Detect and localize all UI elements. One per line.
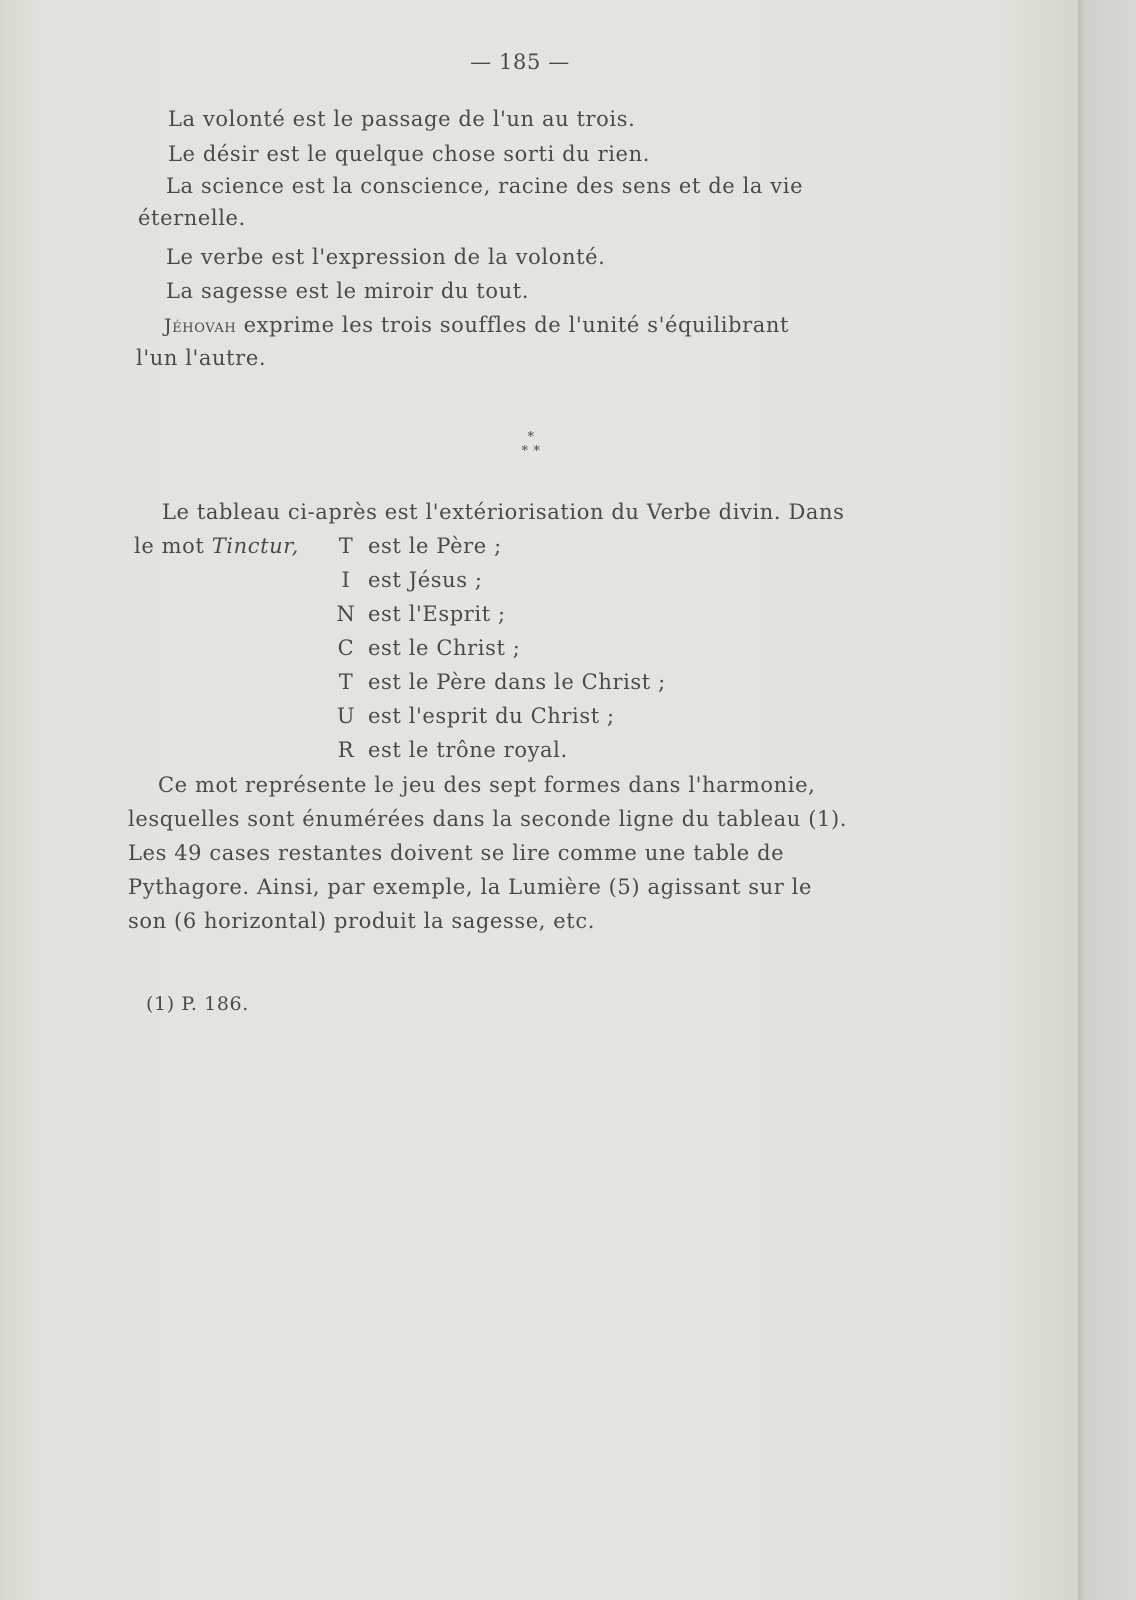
letter: I: [341, 568, 351, 592]
tableau-word-line: [134, 534, 299, 558]
letter-meaning: est l'esprit du Christ ;: [368, 704, 615, 728]
text-line: Le verbe est l'expression de la volonté.: [166, 245, 606, 269]
letter: R: [337, 738, 355, 762]
word-prefix: le mot: [134, 534, 205, 558]
text-line: La sagesse est le miroir du tout.: [166, 279, 530, 303]
footnote: (1) P. 186.: [146, 993, 249, 1015]
jehovah-rest: exprime les trois souffles de l'unité s'équilibrant: [243, 313, 790, 337]
text-line: éternelle.: [138, 206, 246, 230]
letter-meaning: est le trône royal.: [368, 738, 568, 762]
text-line-content: La science est la conscience, racine des sens et de la vie: [166, 174, 804, 198]
jehovah-name: Jéhovah: [164, 315, 237, 337]
letter-meaning: est Jésus ;: [368, 568, 483, 592]
text-line: [166, 174, 888, 198]
jehovah-line: [164, 313, 789, 337]
letter: T: [338, 670, 354, 694]
closing-line: Ce mot représente le jeu des sept formes dans l'harmonie,: [158, 773, 816, 797]
text-line: Le désir est le quelque chose sorti du rien.: [168, 142, 650, 166]
closing-line: Pythagore. Ainsi, par exemple, la Lumière (5) agissant sur le: [128, 875, 813, 899]
letter: N: [336, 602, 356, 626]
letter-meaning: est le Père ;: [368, 534, 502, 558]
closing-line: lesquelles sont énumérées dans la seconde ligne du tableau (1).: [128, 807, 848, 831]
page-edge: [1078, 0, 1136, 1600]
text-line: La volonté est le passage de l'un au trois.: [168, 107, 636, 131]
letter-meaning: est l'Esprit ;: [368, 602, 506, 626]
tableau-intro: Le tableau ci-après est l'extériorisation du Verbe divin. Dans: [162, 500, 845, 524]
closing-line: Les 49 cases restantes doivent se lire comme une table de: [128, 841, 785, 865]
letter-meaning: est le Père dans le Christ ;: [368, 670, 666, 694]
letter: T: [338, 534, 354, 558]
letter: C: [337, 636, 355, 660]
letter-meaning: est le Christ ;: [368, 636, 521, 660]
separator-star-top: *: [527, 430, 535, 445]
text-line: l'un l'autre.: [136, 346, 267, 370]
letter: U: [336, 704, 356, 728]
page-number: — 185 —: [470, 50, 570, 74]
closing-line: son (6 horizontal) produit la sagesse, etc.: [128, 909, 595, 933]
separator-star-bottom: * *: [521, 444, 541, 459]
word-tinctur: Tinctur,: [211, 534, 299, 558]
